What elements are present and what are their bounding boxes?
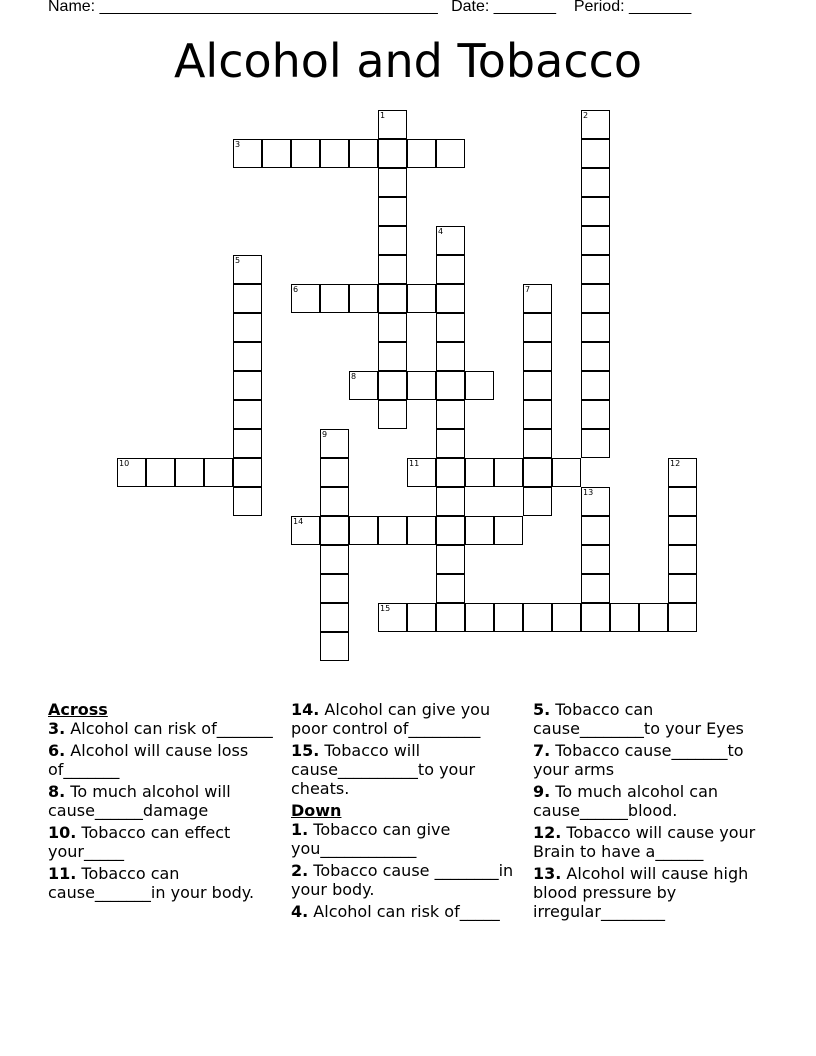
crossword-cell[interactable]	[581, 226, 610, 255]
down-clue	[533, 700, 765, 738]
across-clue	[48, 782, 280, 820]
crossword-cell[interactable]	[407, 516, 436, 545]
crossword-cell[interactable]	[117, 458, 146, 487]
crossword-cell[interactable]	[581, 603, 610, 632]
crossword-cell[interactable]	[349, 516, 378, 545]
clue-number: 4.	[291, 902, 309, 921]
clue-text: Alcohol can give you poor control of_________	[291, 700, 491, 738]
period-blank[interactable]: _______	[629, 0, 692, 15]
crossword-cell[interactable]	[378, 139, 407, 168]
clue-text: Tobacco can effect your_____	[48, 823, 231, 861]
across-clue	[48, 823, 280, 861]
crossword-cell[interactable]	[581, 284, 610, 313]
crossword-cell[interactable]	[146, 458, 175, 487]
crossword-cell[interactable]	[581, 255, 610, 284]
crossword-cell[interactable]	[668, 516, 697, 545]
clue-text: Tobacco cause_______to your arms	[533, 741, 744, 779]
crossword-cell[interactable]	[320, 632, 349, 661]
clue-number-label: 1	[380, 111, 386, 120]
crossword-cell[interactable]	[523, 429, 552, 458]
crossword-cell[interactable]	[581, 574, 610, 603]
date-label: Date:	[451, 0, 490, 15]
clue-number-label: 7	[525, 285, 531, 294]
clue-number: 12.	[533, 823, 562, 842]
crossword-cell[interactable]	[639, 603, 668, 632]
crossword-cell[interactable]	[320, 139, 349, 168]
crossword-cell[interactable]	[378, 226, 407, 255]
crossword-cell[interactable]	[552, 458, 581, 487]
clue-text: Alcohol can risk of_____	[308, 902, 500, 921]
clue-number: 7.	[533, 741, 551, 760]
clue-text: Tobacco can cause________to your Eyes	[533, 700, 744, 738]
crossword-cell[interactable]	[349, 371, 378, 400]
crossword-cell[interactable]	[494, 603, 523, 632]
clue-number: 3.	[48, 719, 66, 738]
crossword-cell[interactable]	[233, 255, 262, 284]
clue-number: 2.	[291, 861, 309, 880]
clue-text: Tobacco will cause__________to your cheats.	[291, 741, 476, 798]
crossword-cell[interactable]	[407, 139, 436, 168]
clue-text: Alcohol will cause loss of_______	[48, 741, 249, 779]
clue-number-label: 9	[322, 430, 328, 439]
clue-number-label: 2	[583, 111, 589, 120]
clue-number-label: 12	[670, 459, 681, 468]
crossword-cell[interactable]	[204, 458, 233, 487]
clue-number-label: 8	[351, 372, 357, 381]
clue-column-2	[291, 700, 523, 924]
crossword-cell[interactable]	[436, 429, 465, 458]
crossword-cell[interactable]	[320, 458, 349, 487]
crossword-cell[interactable]	[175, 458, 204, 487]
crossword-cell[interactable]	[320, 574, 349, 603]
clue-text: Tobacco can give you____________	[291, 820, 451, 858]
crossword-cell[interactable]	[436, 545, 465, 574]
clue-number: 9.	[533, 782, 551, 801]
crossword-cell[interactable]	[378, 255, 407, 284]
crossword-cell[interactable]	[581, 487, 610, 516]
down-clue	[533, 741, 765, 779]
clue-number: 1.	[291, 820, 309, 839]
crossword-cell[interactable]	[668, 458, 697, 487]
crossword-cell[interactable]	[523, 487, 552, 516]
down-clue	[533, 823, 765, 861]
crossword-cell[interactable]	[436, 313, 465, 342]
crossword-cell[interactable]	[436, 603, 465, 632]
crossword-cell[interactable]	[378, 313, 407, 342]
across-clue	[291, 741, 523, 798]
clue-number-label: 14	[293, 517, 304, 526]
clue-number: 14.	[291, 700, 320, 719]
crossword-cell[interactable]	[581, 139, 610, 168]
crossword-cell[interactable]	[436, 516, 465, 545]
down-clue	[533, 782, 765, 820]
clue-number-label: 11	[409, 459, 420, 468]
clue-number-label: 10	[119, 459, 130, 468]
clue-number: 5.	[533, 700, 551, 719]
crossword-cell[interactable]	[581, 110, 610, 139]
crossword-cell[interactable]	[378, 342, 407, 371]
period-label: Period:	[573, 0, 625, 15]
crossword-cell[interactable]	[523, 371, 552, 400]
clue-number-label: 6	[293, 285, 299, 294]
crossword-cell[interactable]	[581, 429, 610, 458]
crossword-cell[interactable]	[581, 516, 610, 545]
down-clue-list-continued	[533, 700, 765, 921]
clue-number: 10.	[48, 823, 77, 842]
clue-number: 8.	[48, 782, 66, 801]
across-clue	[48, 741, 280, 779]
crossword-cell[interactable]	[523, 342, 552, 371]
crossword-cell[interactable]	[465, 371, 494, 400]
clue-text: Tobacco can cause_______in your body.	[48, 864, 255, 902]
crossword-cell[interactable]	[378, 197, 407, 226]
crossword-cell[interactable]	[494, 516, 523, 545]
crossword-cell[interactable]	[291, 284, 320, 313]
down-clue	[291, 902, 523, 921]
name-blank[interactable]: ______________________________________	[99, 0, 438, 15]
crossword-cell[interactable]	[407, 458, 436, 487]
crossword-cell[interactable]	[523, 603, 552, 632]
crossword-cell[interactable]	[378, 603, 407, 632]
down-clue-list	[291, 820, 523, 921]
across-clue	[48, 864, 280, 902]
crossword-cell[interactable]	[465, 603, 494, 632]
date-blank[interactable]: _______	[493, 0, 557, 15]
crossword-cell[interactable]	[291, 139, 320, 168]
crossword-cell[interactable]	[436, 342, 465, 371]
clue-number-label: 13	[583, 488, 594, 497]
clue-number: 13.	[533, 864, 562, 883]
crossword-cell[interactable]	[407, 603, 436, 632]
crossword-cell[interactable]	[436, 487, 465, 516]
crossword-cell[interactable]	[494, 458, 523, 487]
crossword-cell[interactable]	[291, 516, 320, 545]
clue-text: Alcohol can risk of_______	[65, 719, 273, 738]
across-clue-list-continued	[291, 700, 523, 798]
across-clue-list	[48, 719, 280, 902]
crossword-cell[interactable]	[349, 139, 378, 168]
crossword-cell[interactable]	[668, 603, 697, 632]
clue-text: To much alcohol can cause______blood.	[533, 782, 719, 820]
crossword-cell[interactable]	[465, 458, 494, 487]
across-clue	[291, 700, 523, 738]
clue-number: 6.	[48, 741, 66, 760]
down-clue	[533, 864, 765, 921]
crossword-cell[interactable]	[581, 545, 610, 574]
crossword-cell[interactable]	[668, 574, 697, 603]
across-clue	[48, 719, 280, 738]
crossword-cell[interactable]	[552, 603, 581, 632]
clue-text: To much alcohol will cause______damage	[48, 782, 231, 820]
crossword-cell[interactable]	[436, 400, 465, 429]
crossword-cell[interactable]	[233, 429, 262, 458]
page-title: Alcohol and Tobacco	[173, 34, 643, 88]
crossword-cell[interactable]	[233, 487, 262, 516]
crossword-cell[interactable]	[320, 487, 349, 516]
crossword-cell[interactable]	[436, 371, 465, 400]
crossword-cell[interactable]	[436, 226, 465, 255]
crossword-cell[interactable]	[320, 516, 349, 545]
crossword-cell[interactable]	[581, 197, 610, 226]
crossword-cell[interactable]	[581, 313, 610, 342]
clue-number-label: 3	[235, 140, 241, 149]
crossword-cell[interactable]	[610, 603, 639, 632]
crossword-cell[interactable]	[581, 342, 610, 371]
crossword-cell[interactable]	[378, 400, 407, 429]
crossword-cell[interactable]	[581, 168, 610, 197]
clue-number-label: 4	[438, 227, 444, 236]
down-heading: Down	[291, 801, 342, 820]
crossword-cell[interactable]	[581, 400, 610, 429]
down-clue	[291, 861, 523, 899]
crossword-cell[interactable]	[320, 545, 349, 574]
crossword-cell[interactable]	[320, 603, 349, 632]
crossword-cell[interactable]	[465, 516, 494, 545]
crossword-cell[interactable]	[378, 371, 407, 400]
crossword-cell[interactable]	[407, 284, 436, 313]
clue-number: 11.	[48, 864, 77, 883]
clue-text: Alcohol will cause high blood pressure by irregular________	[533, 864, 749, 921]
crossword-cell[interactable]	[436, 458, 465, 487]
crossword-cell[interactable]	[407, 371, 436, 400]
crossword-cell[interactable]	[523, 458, 552, 487]
crossword-cell[interactable]	[378, 168, 407, 197]
clue-text: Tobacco cause ________in your body.	[291, 861, 514, 899]
crossword-cell[interactable]	[320, 284, 349, 313]
down-clue	[291, 820, 523, 858]
crossword-cell[interactable]	[436, 574, 465, 603]
clue-column-3	[533, 700, 765, 924]
crossword-cell[interactable]	[233, 342, 262, 371]
name-label: Name:	[48, 0, 96, 15]
crossword-cell[interactable]	[436, 139, 465, 168]
crossword-cell[interactable]	[378, 284, 407, 313]
crossword-cell[interactable]	[233, 313, 262, 342]
crossword-cell[interactable]	[233, 371, 262, 400]
crossword-cell[interactable]	[523, 284, 552, 313]
clue-number: 15.	[291, 741, 320, 760]
clue-number-label: 15	[380, 604, 391, 613]
crossword-cell[interactable]	[233, 284, 262, 313]
crossword-cell[interactable]	[262, 139, 291, 168]
crossword-cell[interactable]	[668, 545, 697, 574]
crossword-cell[interactable]	[436, 284, 465, 313]
crossword-cell[interactable]	[581, 371, 610, 400]
crossword-cell[interactable]	[378, 110, 407, 139]
crossword-cell[interactable]	[378, 516, 407, 545]
crossword-cell[interactable]	[233, 400, 262, 429]
crossword-cell[interactable]	[436, 255, 465, 284]
crossword-cell[interactable]	[349, 284, 378, 313]
clue-column-1	[48, 700, 280, 905]
crossword-cell[interactable]	[523, 313, 552, 342]
crossword-cell[interactable]	[320, 429, 349, 458]
crossword-cell[interactable]	[668, 487, 697, 516]
crossword-cell[interactable]	[233, 458, 262, 487]
clue-text: Tobacco will cause your Brain to have a______	[533, 823, 756, 861]
crossword-cell[interactable]	[523, 400, 552, 429]
across-heading: Across	[48, 700, 108, 719]
crossword-cell[interactable]	[233, 139, 262, 168]
clue-number-label: 5	[235, 256, 241, 265]
